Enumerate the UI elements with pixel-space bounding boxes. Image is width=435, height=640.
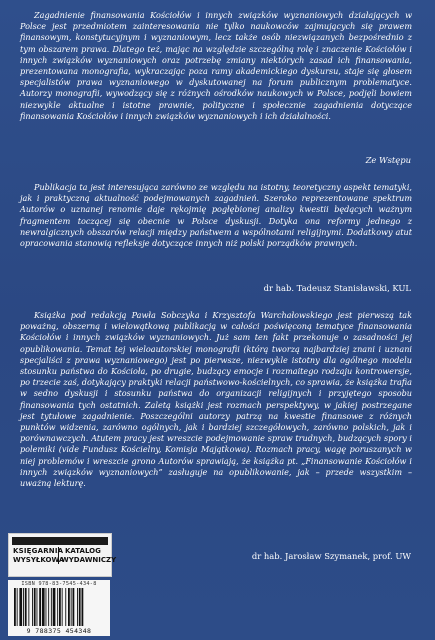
- barcode-bar: [57, 588, 58, 626]
- barcode-bar: [42, 588, 45, 626]
- review1-signature: dr hab. Tadeusz Stanisławski, KUL: [263, 283, 411, 293]
- review1-text: Publikacja ta jest interesująca zarówno ze względu na istotny, teoretyczny aspekt tematyki, jak i praktyczną aktualność podejmowanych zagadnień. Szeroko reprezentowane spektrum Autorów o uznanej renomie daje rękojmię pogłębionej analizy kwestii będących ważnym fragmentem toczącej się obecnie w Polsce dyskusji. Dotyka ona reformy jednego z newralgicznych obszarów relacji między państwem a wspólnotami religijnymi. Dodatkowy atut opracowania stanowią refleksje dotyczące innych niż polski porządków prawnych.: [20, 182, 412, 249]
- barcode-bar: [25, 588, 27, 626]
- barcode-bar: [46, 588, 47, 626]
- barcode-bar: [14, 588, 16, 626]
- barcode-bar: [51, 588, 52, 626]
- barcode-bar: [32, 588, 33, 626]
- logo-text: WYDAWNICZY: [61, 556, 117, 564]
- intro-signature: Ze Wstępu: [365, 155, 411, 165]
- logo-text: WYSYŁKOWA: [13, 556, 65, 564]
- barcode-bar: [34, 588, 36, 626]
- barcode-bar: [68, 588, 70, 626]
- barcode-bar: [19, 588, 22, 626]
- barcode-bar: [62, 588, 63, 626]
- barcode-bar: [77, 588, 78, 626]
- logo-text: KSIĘGARNIA: [13, 547, 64, 555]
- publisher-logo: [8, 533, 117, 577]
- barcode-bar: [82, 588, 84, 626]
- barcode-bar: [53, 588, 56, 626]
- intro-text: Zagadnienie finansowania Kościołów i innych związków wyznaniowych działających w Polsce jest przedmiotem zainteresowania nie tylko naukowców zajmujących się prawem finansowym, konstytucyjnym i wyznaniowym, lecz także osób niezwiązanych bezpośrednio z tym obszarem prawa. Dlatego też, mając na względzie szczególną rolę i znaczenie Kościołów i innych związków wyznaniowych oraz potrzebę zmiany niektórych zasad ich finansowania, prezentowana monografia, wykraczając poza ramy akademickiego dyskursu, staje się głosem specjalistów prawa wyznaniowego w dyskutowanej na forum publicznym problematyce. Autorzy monografii, wywodzący się z różnych ośrodków naukowych w Polsce, podjęli bowiem niezwykle aktualne i istotne prawnie, polityczne i społecznie zagadnienia dotyczące finansowania Kościołów i innych związków wyznaniowych i ich działalności.: [20, 10, 412, 121]
- barcode-bars: [14, 588, 104, 626]
- barcode-digits: 9 788375 454348: [26, 627, 92, 635]
- barcode-bar: [23, 588, 24, 626]
- logo-text: KATALOG: [65, 547, 101, 555]
- review2-signature: dr hab. Jarosław Szymanek, prof. UW: [251, 551, 411, 561]
- review-paragraph-2: [20, 310, 412, 489]
- barcode-bar: [59, 588, 61, 626]
- barcode-bar: [28, 588, 29, 626]
- intro-paragraph: [20, 10, 412, 122]
- barcode-bar: [39, 588, 41, 626]
- barcode-bar: [71, 588, 72, 626]
- barcode-bar: [17, 588, 18, 626]
- isbn-barcode: [8, 580, 110, 636]
- review2-text: Książka pod redakcją Pawła Sobczyka i Krzysztofa Warchałowskiego jest pierwszą tak poważną, obszerną i wielowątkową publikacją w całości poświęconą tematyce finansowania Kościołów i innych związków wyznaniowych. Już sam ten fakt przekonuje o zasadności jej opublikowania. Temat tej wieloautorskiej monografii (którą tworzą najbardziej znani i uznani specjaliści z prawa wyznaniowego) jest po pierwsze, niezwykle istotny dla ogólnego modelu stosunku państwa do Kościoła, po drugie, budzący emocje i rozmaitego rodzaju kontrowersje, po trzecie zaś, dotykający praktyki relacji państwowo-kościelnych, co sprawia, że książka trafia w sedno dyskusji i stosunku państwa do organizacji religijnych i przyjętego sposobu finansowania tych ostatnich. Zaletą książki jest rozmach perspektywy, w jakiej postrzegane jest tytułowe zagadnienie. Poszczególni autorzy patrzą na kwestie finansowe z różnych punktów widzenia, zarówno ogólnych, jak i bardziej szczegółowych, zarówno polskich, jak i porównawczych. Atutem pracy jest wreszcie podejmowanie spraw trudnych, budzących spory i polemiki (vide Fundusz Kościelny, Komisja Majątkowa). Rozmach pracy, wagę poruszanych w niej problemów i wreszcie grono Autorów sprawiają, że książka pt. „Finansowanie Kościołów i innych związków wyznaniowych” zasługuje na opublikowanie, jak – przede wszystkim – uważną lekturę.: [20, 310, 412, 489]
- barcode-bar: [37, 588, 38, 626]
- barcode-bar: [65, 588, 66, 626]
- barcode-bar: [73, 588, 75, 626]
- barcode-bar: [48, 588, 49, 626]
- logo-bar: [12, 537, 108, 545]
- isbn-text: ISBN 978-83-7545-434-8: [21, 581, 97, 587]
- review-paragraph-1: [20, 182, 412, 249]
- barcode-bar: [79, 588, 81, 626]
